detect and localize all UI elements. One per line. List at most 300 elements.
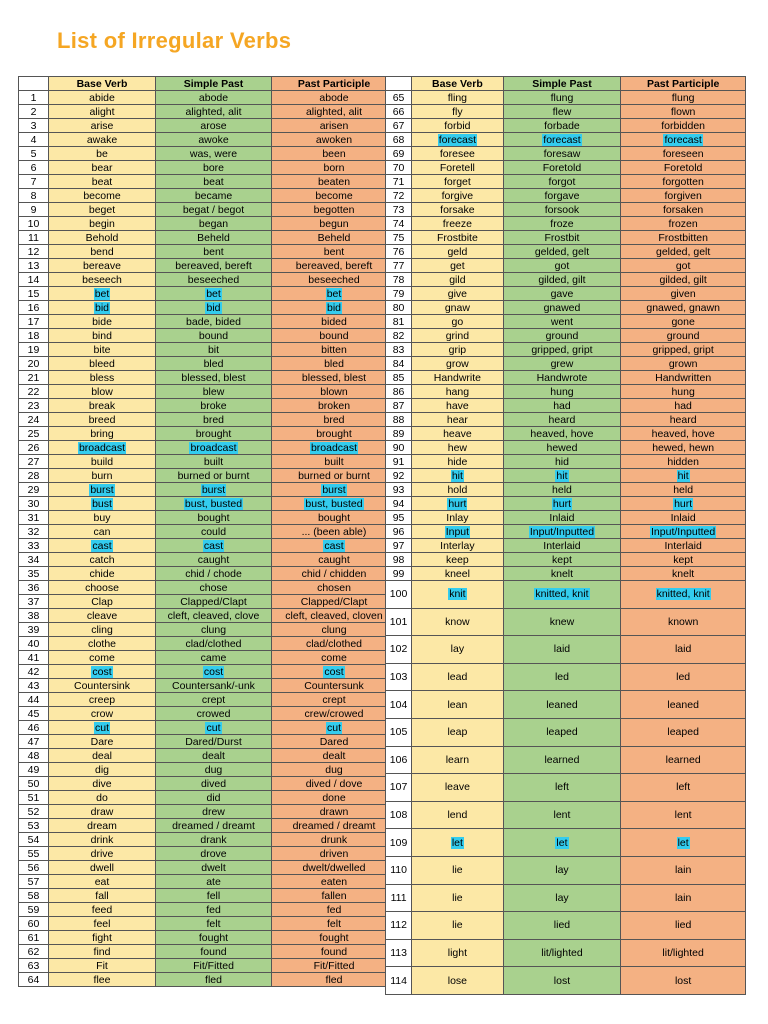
past-participle-cell (621, 357, 746, 371)
simple-past-cell-text: froze (550, 217, 574, 230)
row-number (19, 903, 49, 917)
row-number (19, 357, 49, 371)
base-verb-cell (49, 637, 156, 651)
past-participle-cell-text: heard (669, 413, 697, 426)
row-number-text: 54 (27, 833, 40, 846)
simple-past-cell-text: fed (206, 903, 221, 916)
simple-past-cell-text: crept (201, 693, 226, 706)
base-verb-cell (49, 945, 156, 959)
simple-past-cell (156, 427, 272, 441)
row-number (386, 287, 412, 301)
simple-past-cell (503, 801, 621, 829)
base-verb-cell (49, 511, 156, 525)
simple-past-cell-text: bred (202, 413, 224, 426)
base-verb-cell-text: forgive (441, 189, 474, 202)
past-participle-cell-text: fallen (321, 889, 347, 902)
simple-past-cell-text: forsook (544, 203, 580, 216)
base-verb-cell-text: geld (447, 245, 468, 258)
base-verb-cell (412, 273, 504, 287)
row-number (19, 931, 49, 945)
table-body-left (19, 91, 397, 987)
past-participle-cell (621, 939, 746, 967)
row-number-text: 110 (390, 864, 407, 877)
base-verb-cell-text: find (93, 945, 111, 958)
base-verb-cell (412, 371, 504, 385)
table-row (386, 608, 746, 636)
past-participle-cell (621, 525, 746, 539)
simple-past-cell-text: forgot (548, 175, 576, 188)
row-number (386, 133, 412, 147)
base-verb-cell-text: gild (449, 273, 466, 286)
base-verb-cell (49, 903, 156, 917)
base-verb-cell (49, 651, 156, 665)
table-row (19, 973, 397, 987)
past-participle-cell-text: flung (671, 91, 695, 104)
row-number (19, 665, 49, 679)
base-verb-cell-text: freeze (442, 217, 472, 230)
row-number-text: 93 (392, 483, 405, 496)
past-participle-cell-text: chid / chidden (301, 567, 367, 580)
past-participle-cell-text: held (673, 483, 694, 496)
simple-past-cell (503, 357, 621, 371)
table-row (19, 175, 397, 189)
base-verb-cell (412, 636, 504, 664)
row-number-text: 105 (389, 726, 408, 739)
row-number-text: 21 (27, 371, 40, 384)
past-participle-cell-text: Countersunk (304, 679, 364, 692)
simple-past-cell-text: heaved, hove (530, 427, 594, 440)
simple-past-cell-text: bore (202, 161, 224, 174)
past-participle-cell-text: cleft, cleaved, cloven (285, 609, 383, 622)
base-verb-cell-text: hide (447, 455, 468, 468)
simple-past-cell (503, 511, 621, 525)
simple-past-cell (503, 273, 621, 287)
row-number (386, 663, 412, 691)
base-verb-cell (49, 973, 156, 987)
row-number-text: 109 (389, 836, 408, 849)
simple-past-cell (156, 875, 272, 889)
past-participle-cell (621, 231, 746, 245)
simple-past-cell (503, 427, 621, 441)
row-number (19, 427, 49, 441)
simple-past-cell-text: burst (201, 483, 226, 496)
past-participle-cell-text: knitted, knit (656, 588, 710, 601)
row-number-text: 52 (27, 805, 40, 818)
row-number (19, 805, 49, 819)
base-verb-cell-text: dwell (90, 861, 114, 874)
row-number-text: 34 (27, 553, 40, 566)
base-verb-cell (412, 329, 504, 343)
past-participle-cell (272, 441, 397, 455)
table-row (19, 903, 397, 917)
base-verb-cell-text: beseech (82, 273, 122, 286)
row-number (19, 623, 49, 637)
table-row (19, 847, 397, 861)
past-participle-cell (272, 833, 397, 847)
simple-past-cell-text: Countersank/-unk (172, 679, 255, 692)
table-row (386, 663, 746, 691)
past-participle-cell (272, 665, 397, 679)
simple-past-cell-text: foresaw (543, 147, 581, 160)
row-number (19, 455, 49, 469)
row-number-text: 88 (392, 413, 405, 426)
simple-past-cell (156, 399, 272, 413)
row-number-text: 55 (27, 847, 40, 860)
row-number-text: 12 (27, 245, 40, 258)
simple-past-cell-text: hung (550, 385, 574, 398)
row-number-text: 44 (27, 693, 40, 706)
past-participle-cell-text: drunk (320, 833, 348, 846)
simple-past-cell-text: bereaved, bereft (175, 259, 252, 272)
base-verb-cell (412, 343, 504, 357)
base-verb-cell (49, 329, 156, 343)
table-row (386, 427, 746, 441)
past-participle-cell (272, 217, 397, 231)
simple-past-cell-text: lost (553, 974, 571, 987)
simple-past-cell (503, 399, 621, 413)
table-row (19, 931, 397, 945)
row-number (19, 483, 49, 497)
row-number (19, 385, 49, 399)
past-participle-cell (621, 287, 746, 301)
row-number (19, 469, 49, 483)
simple-past-cell-text: began (198, 217, 229, 230)
table-row (386, 801, 746, 829)
table-row (19, 777, 397, 791)
base-verb-cell-text: lead (447, 671, 468, 684)
row-number-text: 75 (392, 231, 405, 244)
base-verb-cell-text: bind (92, 329, 112, 342)
simple-past-cell-text: cost (203, 665, 224, 678)
simple-past-cell (156, 763, 272, 777)
table-row (19, 651, 397, 665)
row-number-text: 22 (27, 385, 40, 398)
table-row (386, 636, 746, 664)
past-participle-cell (621, 469, 746, 483)
row-number (386, 91, 412, 105)
base-verb-cell (412, 525, 504, 539)
simple-past-cell-text: gelded, gelt (534, 245, 590, 258)
table-row (386, 967, 746, 995)
simple-past-cell-text: leaped (546, 726, 578, 739)
simple-past-cell-text: dived (200, 777, 227, 790)
base-verb-cell (49, 245, 156, 259)
row-number (386, 413, 412, 427)
past-participle-cell-text: given (670, 287, 696, 300)
past-participle-cell-text: clad/clothed (305, 637, 363, 650)
base-verb-cell-text: be (96, 147, 108, 160)
simple-past-cell-text: caught (197, 553, 230, 566)
past-participle-cell-text: built (324, 455, 344, 468)
past-participle-cell-text: forgiven (664, 189, 702, 202)
header-number (386, 77, 412, 91)
table-header-row (19, 77, 397, 91)
header-number (19, 77, 49, 91)
simple-past-cell (503, 691, 621, 719)
simple-past-cell (156, 609, 272, 623)
simple-past-cell-text: arose (200, 119, 227, 132)
simple-past-cell (156, 833, 272, 847)
base-verb-cell-text: bend (90, 245, 114, 258)
table-row (386, 553, 746, 567)
row-number-text: 32 (27, 525, 40, 538)
past-participle-cell-text: bitten (321, 343, 347, 356)
past-participle-cell-text: fought (319, 931, 349, 944)
simple-past-cell-text: lay (555, 891, 569, 904)
base-verb-cell-text: cling (91, 623, 113, 636)
row-number-text: 26 (27, 441, 40, 454)
past-participle-cell (272, 861, 397, 875)
row-number (386, 539, 412, 553)
base-verb-cell-text: drink (90, 833, 114, 846)
past-participle-cell-text: flown (670, 105, 696, 118)
simple-past-cell (503, 608, 621, 636)
row-number (19, 707, 49, 721)
simple-past-cell-text: led (554, 671, 569, 684)
table-row (19, 693, 397, 707)
table-row (19, 707, 397, 721)
row-number-text: 29 (27, 483, 40, 496)
past-participle-cell-text: abode (319, 91, 349, 104)
simple-past-cell-text: broadcast (190, 441, 237, 454)
row-number-text: 17 (27, 315, 40, 328)
table-row (19, 259, 397, 273)
row-number-text: 96 (392, 525, 405, 538)
base-verb-cell-text: abide (89, 91, 115, 104)
table-row (386, 217, 746, 231)
row-number (386, 273, 412, 287)
past-participle-cell-text: bid (326, 301, 341, 314)
past-participle-cell-text: done (322, 791, 346, 804)
base-verb-cell-text: cleave (86, 609, 118, 622)
table-row (386, 245, 746, 259)
row-number (386, 371, 412, 385)
past-participle-cell (272, 847, 397, 861)
row-number (19, 791, 49, 805)
simple-past-cell (156, 805, 272, 819)
past-participle-cell-text: foreseen (662, 147, 704, 160)
base-verb-cell (49, 539, 156, 553)
simple-past-cell-text: built (203, 455, 224, 468)
base-verb-cell (49, 623, 156, 637)
simple-past-cell (156, 889, 272, 903)
row-number-text: 66 (392, 105, 405, 118)
base-verb-cell-text: light (447, 947, 468, 960)
base-verb-cell (412, 967, 504, 995)
base-verb-cell (49, 805, 156, 819)
row-number (19, 525, 49, 539)
past-participle-cell (272, 525, 397, 539)
past-participle-cell-text: driven (319, 847, 349, 860)
row-number (386, 455, 412, 469)
past-participle-cell-text: gnawed, gnawn (646, 301, 720, 314)
simple-past-cell (156, 189, 272, 203)
table-row (386, 399, 746, 413)
row-number (19, 343, 49, 357)
past-participle-cell (621, 567, 746, 581)
past-participle-cell-text: hung (671, 385, 695, 398)
base-verb-cell (49, 847, 156, 861)
simple-past-cell-text: Frostbit (544, 231, 580, 244)
base-verb-cell (412, 189, 504, 203)
row-number (386, 105, 412, 119)
simple-past-cell (503, 967, 621, 995)
simple-past-cell-text: bled (203, 357, 224, 370)
row-number (386, 189, 412, 203)
row-number-text: 64 (27, 973, 40, 986)
past-participle-cell-text: been (322, 147, 346, 160)
base-verb-cell-text: Foretell (439, 161, 475, 174)
table-row (19, 147, 397, 161)
table-row (19, 483, 397, 497)
past-participle-cell (272, 399, 397, 413)
past-participle-cell (272, 483, 397, 497)
past-participle-cell (272, 973, 397, 987)
base-verb-cell (49, 581, 156, 595)
simple-past-cell-text: dwelt (201, 861, 226, 874)
simple-past-cell (503, 939, 621, 967)
base-verb-cell-text: Clap (91, 595, 113, 608)
row-number (386, 469, 412, 483)
simple-past-cell-text: had (553, 399, 571, 412)
row-number (386, 718, 412, 746)
row-number-text: 8 (30, 189, 37, 202)
simple-past-cell (503, 912, 621, 940)
table-row (19, 567, 397, 581)
base-verb-cell (412, 427, 504, 441)
table-row (19, 721, 397, 735)
simple-past-cell (503, 483, 621, 497)
simple-past-cell-text: hit (556, 469, 568, 482)
past-participle-cell (272, 819, 397, 833)
past-participle-cell (621, 91, 746, 105)
row-number-text: 48 (27, 749, 40, 762)
table-row (19, 329, 397, 343)
base-verb-cell-text: fly (452, 105, 463, 118)
base-verb-cell (49, 483, 156, 497)
base-verb-cell-text: give (447, 287, 468, 300)
row-number-text: 94 (392, 497, 405, 510)
row-number (386, 259, 412, 273)
table-row (19, 203, 397, 217)
past-participle-cell (272, 721, 397, 735)
row-number-text: 16 (27, 301, 40, 314)
row-number-text: 70 (392, 161, 405, 174)
past-participle-cell (272, 273, 397, 287)
past-participle-cell-text: gilded, gilt (659, 273, 707, 286)
simple-past-cell (156, 497, 272, 511)
row-number-text: 80 (392, 301, 405, 314)
row-number-text: 28 (27, 469, 40, 482)
simple-past-cell-text: gave (550, 287, 574, 300)
simple-past-cell (503, 343, 621, 357)
row-number (19, 287, 49, 301)
table-row (386, 856, 746, 884)
past-participle-cell-text: gelded, gelt (655, 245, 711, 258)
row-number (386, 385, 412, 399)
simple-past-cell (156, 637, 272, 651)
simple-past-cell (503, 91, 621, 105)
past-participle-cell (272, 175, 397, 189)
base-verb-cell (412, 245, 504, 259)
simple-past-cell-text: learned (544, 753, 580, 766)
past-participle-cell-text: blown (320, 385, 348, 398)
base-verb-cell (412, 175, 504, 189)
row-number (19, 399, 49, 413)
base-verb-cell (49, 427, 156, 441)
base-verb-cell-text: hold (447, 483, 468, 496)
base-verb-cell (49, 357, 156, 371)
base-verb-cell-text: fling (447, 91, 468, 104)
simple-past-cell-text: alighted, alit (185, 105, 242, 118)
past-participle-cell-text: drawn (319, 805, 349, 818)
simple-past-cell (156, 735, 272, 749)
simple-past-cell (156, 539, 272, 553)
table-row (386, 483, 746, 497)
simple-past-cell-text: cut (206, 721, 221, 734)
row-number-text: 86 (392, 385, 405, 398)
row-number-text: 78 (392, 273, 405, 286)
row-number (386, 884, 412, 912)
row-number-text: 53 (27, 819, 40, 832)
simple-past-cell-text: forgave (544, 189, 580, 202)
base-verb-cell-text: know (445, 615, 470, 628)
simple-past-cell (503, 829, 621, 857)
simple-past-cell-text: cleft, cleaved, clove (167, 609, 260, 622)
verbs-table-left (18, 76, 397, 987)
base-verb-cell (412, 939, 504, 967)
table-row (19, 819, 397, 833)
simple-past-cell (503, 718, 621, 746)
base-verb-cell-text: do (96, 791, 108, 804)
simple-past-cell-text: let (556, 836, 568, 849)
row-number (386, 553, 412, 567)
simple-past-cell-text: flung (550, 91, 574, 104)
base-verb-cell-text: Fit (96, 959, 108, 972)
simple-past-cell-text: Dared/Durst (185, 735, 242, 748)
base-verb-cell-text: forget (443, 175, 471, 188)
table-row (19, 343, 397, 357)
row-number-text: 98 (392, 553, 405, 566)
simple-past-cell (156, 245, 272, 259)
past-participle-cell (621, 119, 746, 133)
simple-past-cell (156, 133, 272, 147)
past-participle-cell-text: leaped (667, 726, 699, 739)
row-number-text: 102 (389, 643, 408, 656)
simple-past-cell (503, 469, 621, 483)
table-row (19, 539, 397, 553)
simple-past-cell (156, 651, 272, 665)
past-participle-cell-text: bet (326, 287, 342, 300)
simple-past-cell (156, 217, 272, 231)
simple-past-cell-text: bit (207, 343, 220, 356)
row-number (19, 917, 49, 931)
base-verb-cell (412, 259, 504, 273)
row-number (19, 763, 49, 777)
row-number-text: 47 (27, 735, 40, 748)
past-participle-cell (621, 399, 746, 413)
base-verb-cell (49, 567, 156, 581)
table-row (386, 189, 746, 203)
table-row (19, 315, 397, 329)
past-participle-cell (621, 967, 746, 995)
row-number (19, 119, 49, 133)
past-participle-cell (621, 315, 746, 329)
base-verb-cell-text: grow (446, 357, 469, 370)
row-number (19, 203, 49, 217)
row-number (386, 525, 412, 539)
past-participle-cell (272, 581, 397, 595)
